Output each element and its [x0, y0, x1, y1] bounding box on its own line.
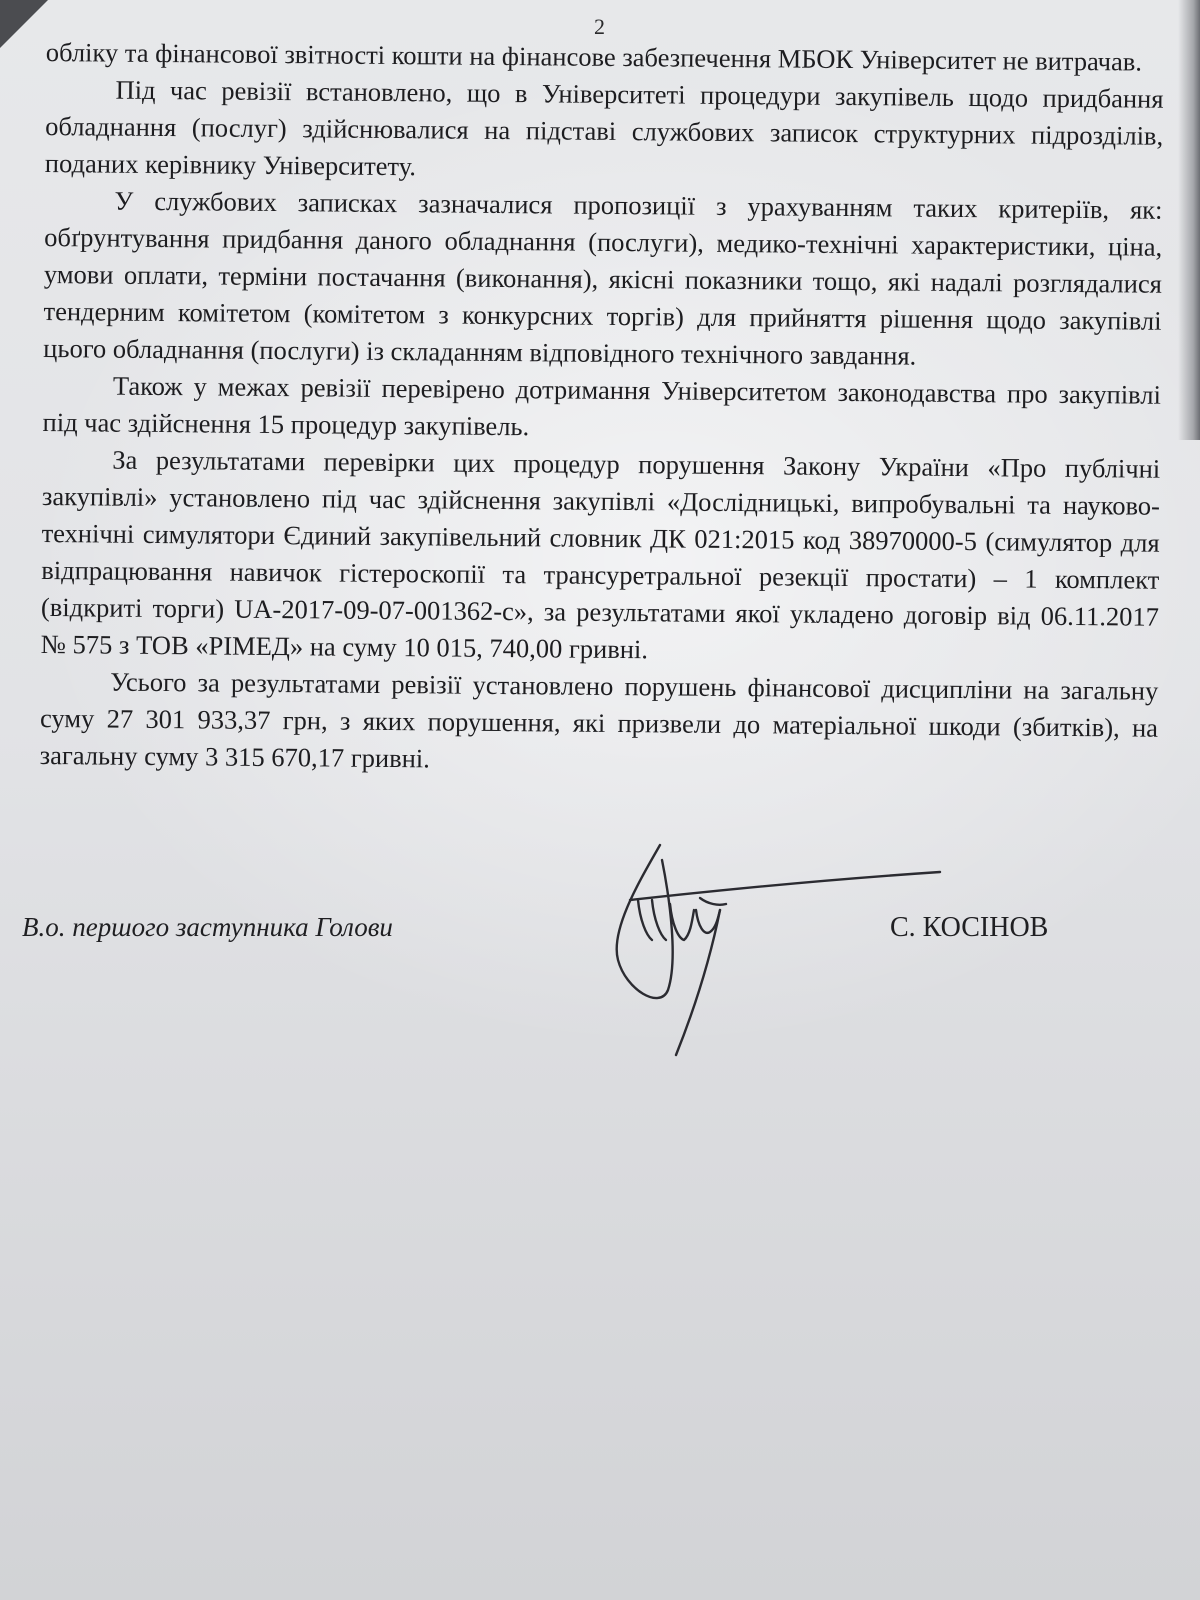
page-corner-shadow	[0, 0, 48, 48]
signer-name: С. КОСІНОВ	[890, 912, 1049, 943]
paragraph-continuation: обліку та фінансової звітності кошти на фінансове забезпечення МБОК Університет не витрачав.	[45, 36, 1143, 77]
signature-block	[22, 912, 1162, 952]
signer-title: В.о. першого заступника Голови	[22, 912, 393, 942]
page-number: 2	[594, 14, 605, 39]
paragraph-compliance-check: Також у межах ревізії перевірено дотримання Університетом законодавства про закупівлі під час здійснення 15 процедур закупівель.	[42, 370, 1162, 442]
page-edge-shadow	[1178, 0, 1200, 440]
paragraph-procurement-procedures: Під час ревізії встановлено, що в Університеті процедури закупівель щодо придбання обладнання (послуг) здійснювалися на підставі службових записок структурних підрозділів, поданих керівнику Університету.	[44, 74, 1164, 182]
document-body	[40, 34, 1164, 784]
paragraph-violation-found: За результатами перевірки цих процедур порушення Закону України «Про публічні закупівлі» установлено під час здійснення закупівлі «Дослідницькі, випробувальні та науково-технічні симулятори Єдиний закупівельний словник ДК 021:2015 код 38970000-5 (симулятор для відпрацювання навичок гістероскопії та трансуретральної резекції простати) – 1 комплект (відкриті торги) UA-2017-09-07-001362-c», за результатами якої укладено договір від 06.11.2017 № 575 з ТОВ «РІМЕД» на суму 10 015, 740,00 гривні.	[40, 444, 1161, 665]
handwritten-signature	[600, 840, 960, 1070]
paragraph-service-notes: У службових записках зазначалися пропозиції з урахуванням таких критеріїв, як: обґрунтування придбання даного обладнання (послуги), медико-технічні характеристики, ціна, умови оплати, терміни постачання (виконання), якісні показники тощо, які надалі розглядалися тендерним комітетом (комітетом з конкурсних торгів) для прийняття рішення щодо закупівлі цього обладнання (послуги) із складанням відповідного технічного завдання.	[43, 185, 1163, 371]
paragraph-total-violations: Усього за результатами ревізії установлено порушень фінансової дисципліни на загальну суму 27 301 933,37 грн, з яких порушення, які призвели до матеріальної шкоди (збитків), на загальну суму 3 315 670,17 гривні.	[39, 666, 1159, 774]
